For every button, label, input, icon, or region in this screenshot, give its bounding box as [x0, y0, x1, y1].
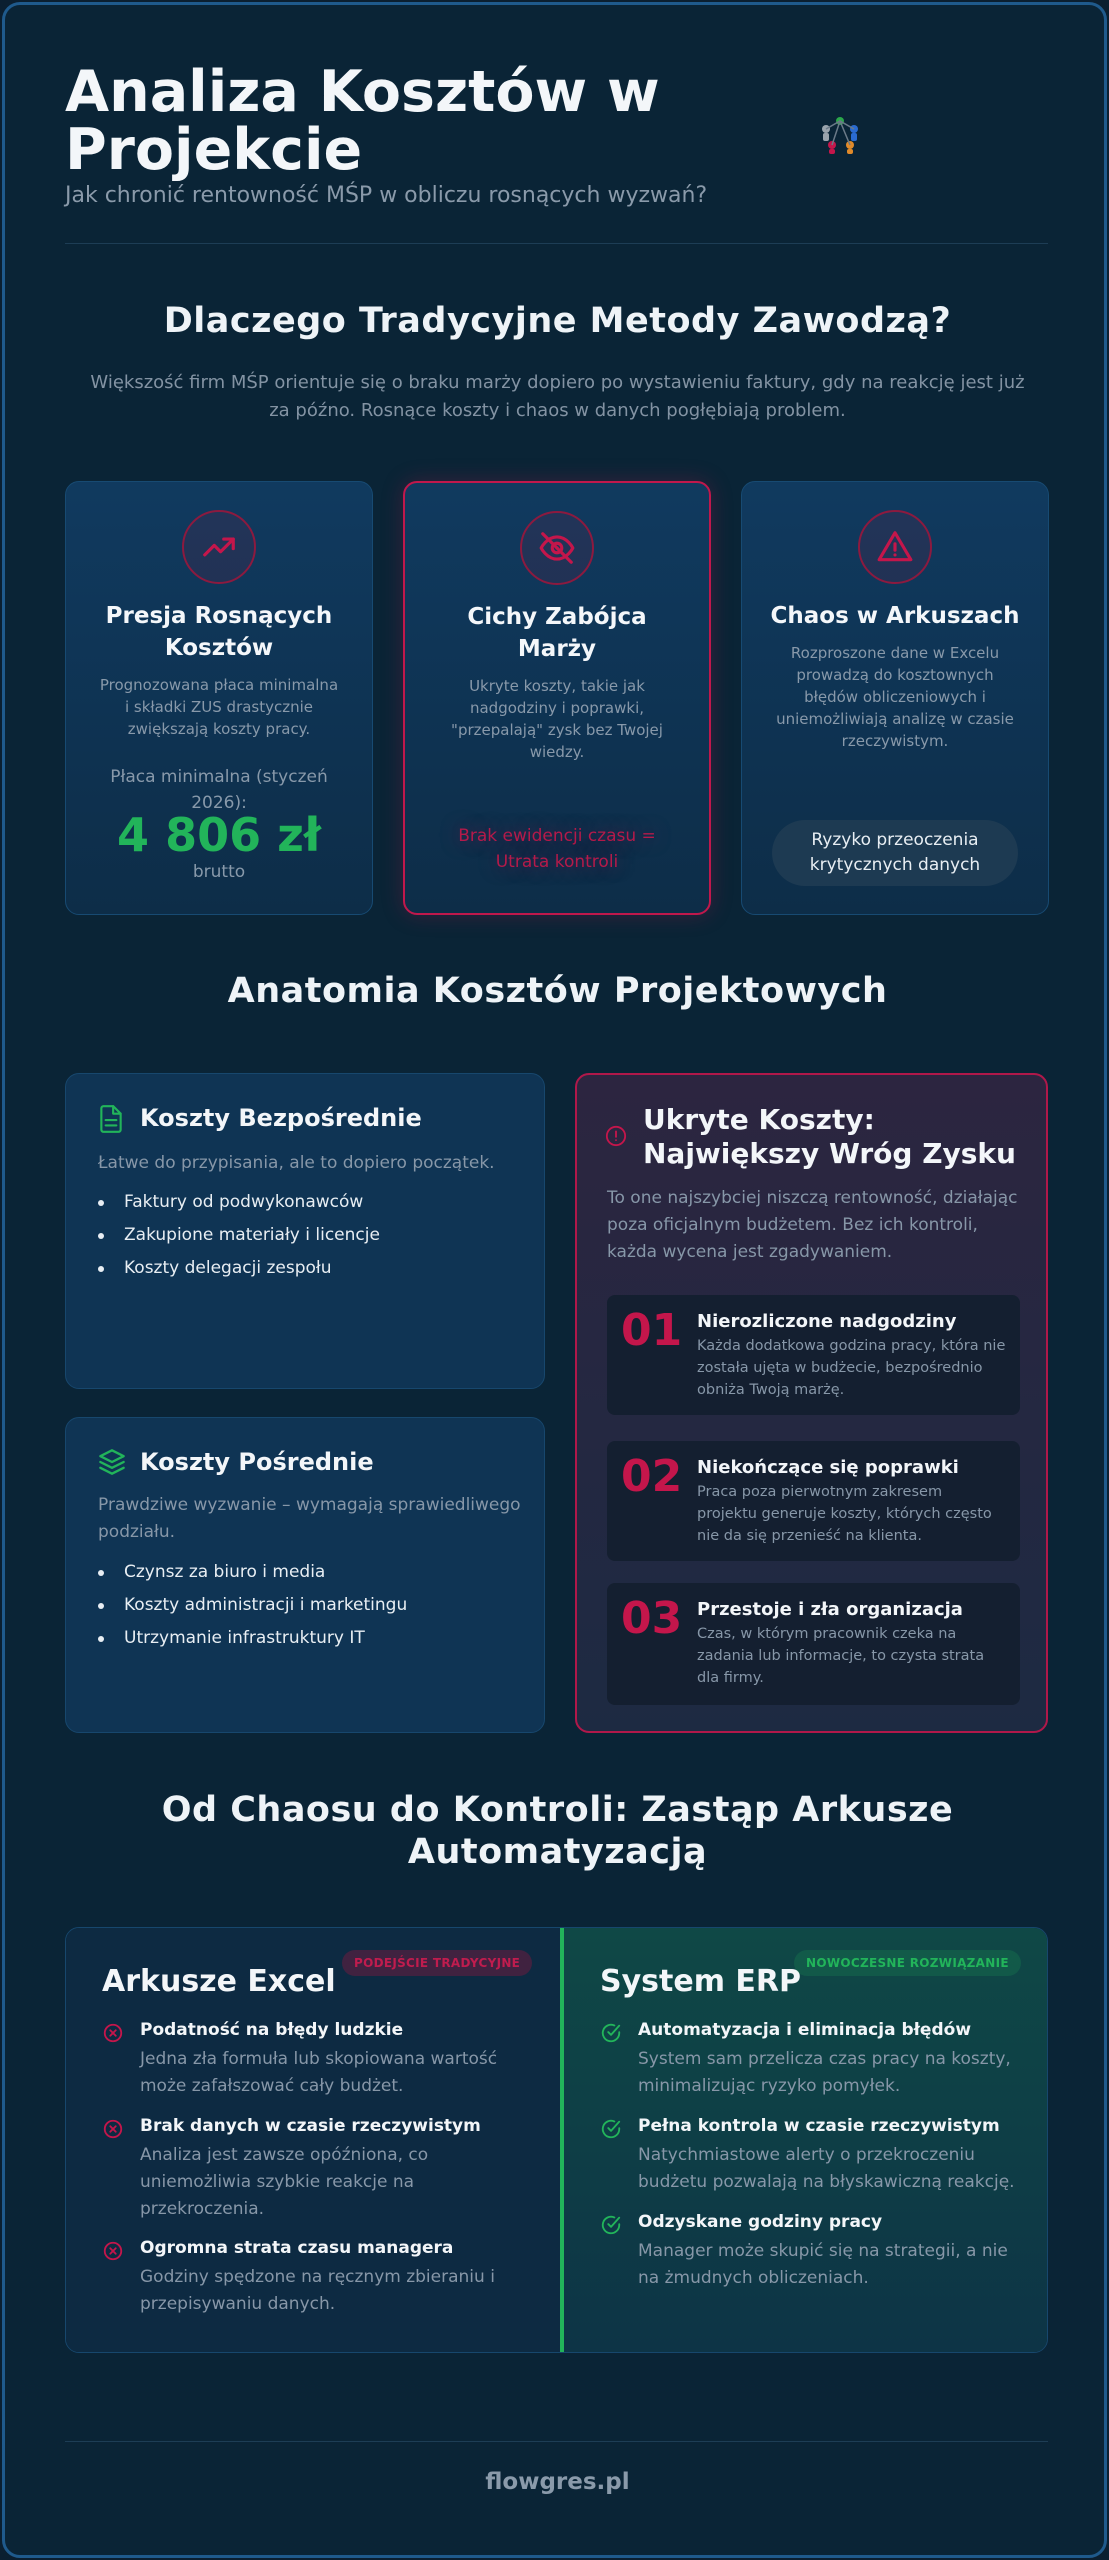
column-title: Arkusze Excel: [102, 1964, 336, 1999]
card-text: Rozproszone dane w Excelu prowadzą do kosztownych błędów obliczeniowych i uniemożliwiają analizę w czasie rzeczywistym.: [776, 644, 1014, 750]
page-subtitle: Jak chronić rentowność MŚP w obliczu rosnących wyzwań?: [65, 183, 708, 208]
hidden-cost-item: [607, 1583, 1020, 1705]
panel-indirect-costs: [65, 1417, 545, 1733]
document-icon: [98, 1104, 124, 1134]
item-text: Praca poza pierwotnym zakresem projektu generuje koszty, których często nie da się przenieść na klienta.: [697, 1484, 992, 1544]
x-circle-icon: [102, 2118, 124, 2140]
section-title-why: Dlaczego Tradycyjne Metody Zawodzą?: [163, 301, 952, 341]
panel-title: Koszty Bezpośrednie: [140, 1104, 422, 1132]
panel-subtitle: Łatwe do przypisania, ale to dopiero początek.: [98, 1153, 495, 1173]
infographic-frame: [2, 2, 1107, 2558]
panel-title: Koszty Pośrednie: [140, 1448, 374, 1476]
check-circle-icon: [600, 2118, 622, 2140]
row-text: Analiza jest zawsze opóźniona, co uniemożliwia szybkie reakcje na przekroczenia.: [140, 2145, 429, 2219]
list-item: Zakupione materiały i licencje: [96, 1219, 380, 1252]
card-text: Ukryte koszty, takie jak nadgodziny i poprawki, "przepalają" zysk bez Twojej wiedzy.: [451, 677, 663, 761]
item-title: Przestoje i zła organizacja: [697, 1599, 963, 1620]
row-title: Ogromna strata czasu managera: [140, 2238, 454, 2258]
card-rising-costs: [65, 481, 373, 915]
hidden-cost-item: [607, 1295, 1020, 1415]
item-text: Czas, w którym pracownik czeka na zadania lub informacje, to czysta strata dla firmy.: [697, 1626, 985, 1686]
x-circle-icon: [102, 2022, 124, 2044]
list-item: Utrzymanie infrastruktury IT: [96, 1622, 407, 1655]
trending-up-icon: [182, 510, 256, 584]
item-number: 03: [621, 1593, 683, 1644]
card-spreadsheet-chaos: [741, 481, 1049, 915]
direct-costs-list: [96, 1186, 380, 1285]
section-intro-why: Większość firm MŚP orientuje się o braku marży dopiero po wystawieniu faktury, gdy na reakcję jest już za późno. Rosnące koszty i chaos w danych pogłębiają problem.: [90, 372, 1025, 421]
panel-hidden-costs: [575, 1073, 1048, 1733]
warning-triangle-icon: [858, 510, 932, 584]
stat-value: 4 806 zł: [117, 808, 321, 862]
layers-icon: [98, 1448, 126, 1476]
team-logo-icon: [817, 115, 863, 155]
row-title: Pełna kontrola w czasie rzeczywistym: [638, 2116, 1000, 2136]
stat-unit: brutto: [192, 862, 246, 882]
section-title-anatomy: Anatomia Kosztów Projektowych: [227, 971, 888, 1011]
card-title: Presja Rosnących Kosztów: [105, 603, 333, 661]
list-item: Koszty delegacji zespołu: [96, 1252, 380, 1285]
row-text: Natychmiastowe alerty o przekroczeniu budżetu pozwalają na błyskawiczną reakcję.: [638, 2145, 1015, 2192]
row-title: Brak danych w czasie rzeczywistym: [140, 2116, 481, 2136]
divider: [65, 2441, 1048, 2442]
row-title: Podatność na błędy ludzkie: [140, 2020, 404, 2040]
item-title: Niekończące się poprawki: [697, 1457, 959, 1478]
check-circle-icon: [600, 2022, 622, 2044]
panel-subtitle: To one najszybciej niszczą rentowność, działając poza oficjalnym budżetem. Bez ich kontroli, każda wycena jest zgadywaniem.: [607, 1188, 1018, 1262]
row-title: Automatyzacja i eliminacja błędów: [638, 2020, 972, 2040]
eye-off-icon: [520, 511, 594, 585]
row-text: Jedna zła formuła lub skopiowana wartość może zafałszować cały budżet.: [140, 2049, 498, 2096]
list-item: Faktury od podwykonawców: [96, 1186, 380, 1219]
comparison-table: [65, 1927, 1048, 2353]
item-text: Każda dodatkowa godzina pracy, która nie została ujęta w budżecie, bezpośrednio obniża Twoją marżę.: [697, 1338, 1006, 1398]
item-number: 01: [621, 1305, 683, 1356]
check-circle-icon: [600, 2214, 622, 2236]
panel-direct-costs: [65, 1073, 545, 1389]
item-number: 02: [621, 1451, 683, 1502]
column-title: System ERP: [600, 1964, 801, 1999]
card-highlight: Brak ewidencji czasu = Utrata kontroli: [458, 826, 656, 872]
comparison-excel: [66, 1928, 560, 2352]
row-text: Godziny spędzone na ręcznym zbieraniu i przepisywaniu danych.: [140, 2267, 495, 2314]
badge-traditional: PODEJŚCIE TRADYCYJNE: [342, 1950, 532, 1976]
section-title-compare: Od Chaosu do Kontroli: Zastąp Arkusze Automatyzacją: [161, 1790, 954, 1872]
list-item: Koszty administracji i marketingu: [96, 1589, 407, 1622]
card-title: Cichy Zabójca Marży: [467, 604, 647, 662]
panel-title: Ukryte Koszty: Największy Wróg Zysku: [643, 1103, 1016, 1170]
list-item: Czynsz za biuro i media: [96, 1556, 407, 1589]
risk-pill: Ryzyko przeoczenia krytycznych danych: [772, 820, 1018, 886]
indirect-costs-list: [96, 1556, 407, 1655]
hidden-cost-item: [607, 1441, 1020, 1561]
card-title: Chaos w Arkuszach: [770, 603, 1020, 629]
row-text: Manager może skupić się na strategii, a nie na żmudnych obliczeniach.: [638, 2241, 1008, 2288]
item-title: Nierozliczone nadgodziny: [697, 1311, 957, 1332]
row-title: Odzyskane godziny pracy: [638, 2212, 883, 2232]
card-silent-margin-killer: [403, 481, 711, 915]
footer-brand-link[interactable]: flowgres.pl: [485, 2469, 630, 2495]
divider: [65, 243, 1048, 244]
page-title: Analiza Kosztów w Projekcie: [65, 59, 660, 183]
row-text: System sam przelicza czas pracy na koszty, minimalizując ryzyko pomyłek.: [638, 2049, 1011, 2096]
badge-modern: NOWOCZESNE ROZWIĄZANIE: [794, 1950, 1021, 1976]
stat-label: Płaca minimalna (styczeń 2026):: [110, 767, 328, 813]
panel-subtitle: Prawdziwe wyzwanie – wymagają sprawiedliwego podziału.: [98, 1495, 521, 1542]
alert-circle-icon: [605, 1125, 627, 1147]
card-text: Prognozowana płaca minimalna i składki ZUS drastycznie zwiększają koszty pracy.: [99, 676, 339, 738]
comparison-erp: [560, 1928, 1048, 2352]
x-circle-icon: [102, 2240, 124, 2262]
